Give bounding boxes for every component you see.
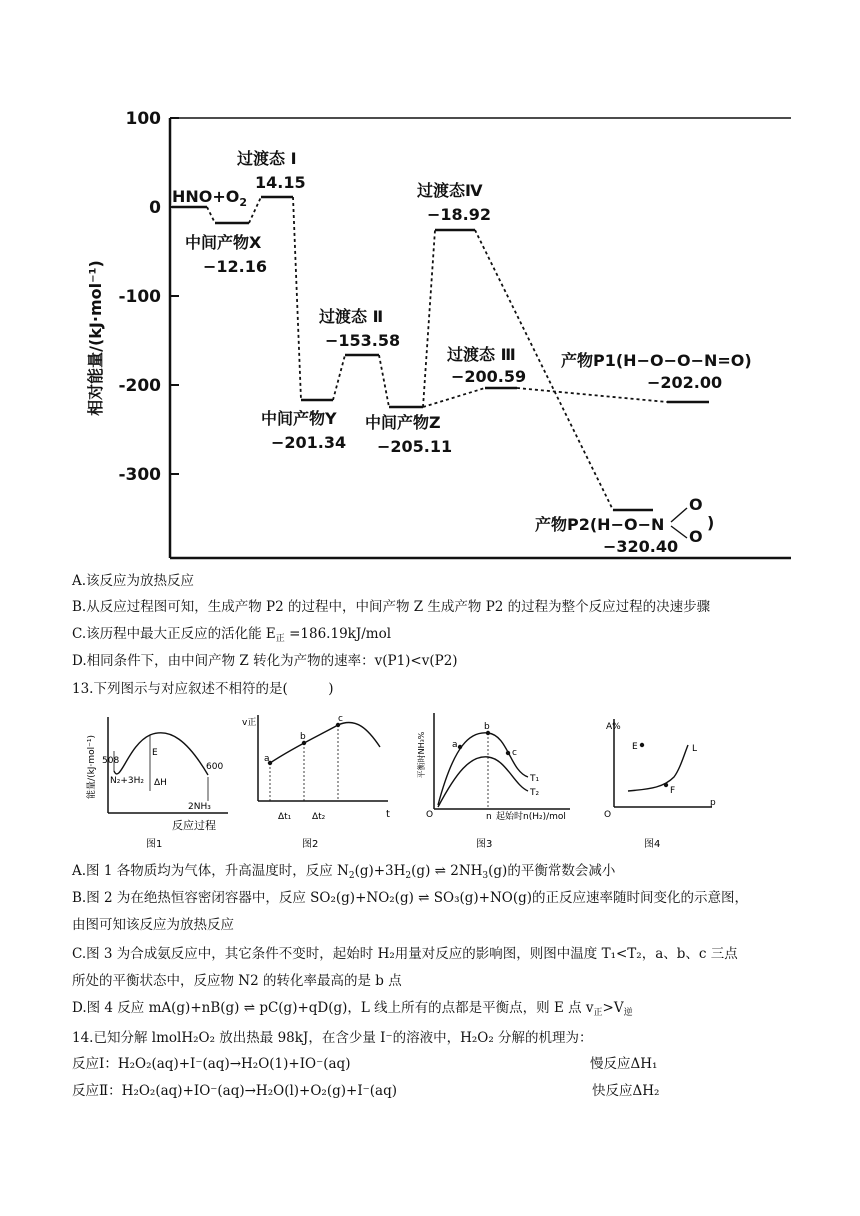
fig1-dh: ΔH xyxy=(154,778,167,788)
fig4-caption: 图4 xyxy=(644,839,661,850)
q13-stem: 13.下列图示与对应叙述不相符的是( ) xyxy=(72,681,334,697)
fig4-xlabel: p xyxy=(710,798,716,808)
q13-option-c-line2: 所处的平衡状态中，反应物 N2 的转化率最高的是 b 点 xyxy=(72,973,402,989)
connector xyxy=(379,355,389,407)
text: =186.19kJ/mol xyxy=(284,626,392,642)
fig3-c: c xyxy=(512,748,517,758)
label-ts3-name: 过渡态 Ⅲ xyxy=(447,345,516,364)
text: 反应Ⅰ：H₂O₂(aq)+I⁻(aq)→H₂O(1)+IO⁻(aq) xyxy=(72,1056,351,1072)
q14-stem: 14.已知分解 lmolH₂O₂ 放出热最 98kJ，在含少量 I⁻的溶液中，H₂O₂ 分解的机理为： xyxy=(72,1030,593,1046)
label-p2-o-bottom: O xyxy=(689,527,703,546)
y-tick-label: -100 xyxy=(118,287,161,307)
fig2-xlabel: t xyxy=(386,809,390,820)
figure-4 xyxy=(592,705,722,855)
label-p2-value: −320.40 xyxy=(603,537,679,556)
label-hno: $HNO+O_2$ xyxy=(172,187,248,209)
fig1-600: 600 xyxy=(206,762,224,772)
fig2-caption: 图2 xyxy=(302,839,319,850)
fig3-xlabel: 起始时n(H₂)/mol xyxy=(496,812,566,822)
text: (g) ⇌ 2NH xyxy=(411,863,483,879)
fig4-o: O xyxy=(604,810,612,820)
text: >V xyxy=(602,1000,624,1016)
connector xyxy=(423,230,435,407)
y-tick-label: 100 xyxy=(125,109,161,129)
text: (g)的平衡常数会减小 xyxy=(488,863,616,879)
fig1-product: 2NH₃ xyxy=(188,802,211,812)
q13-option-a xyxy=(72,862,615,885)
fig2-ylabel: v正 xyxy=(242,718,257,728)
label-ts1-value: 14.15 xyxy=(255,173,306,192)
figure-3 xyxy=(410,705,580,855)
connector xyxy=(293,197,301,400)
connector xyxy=(333,355,345,400)
connector xyxy=(207,207,215,223)
y-tick-label: -200 xyxy=(118,376,161,396)
subscript: 2 xyxy=(348,871,355,881)
q12-option-c xyxy=(72,625,391,648)
q13-option-c-line1: C.图 3 为合成氨反应中，其它条件不变时，起始时 H₂用量对反应的影响图，则图中温度 T₁<T₂，a、b、c 三点 xyxy=(72,946,738,962)
fig1-ylabel: 能量/(kJ·mol⁻¹) xyxy=(87,735,97,799)
fig3-o: O xyxy=(426,810,434,820)
q13-option-d xyxy=(72,999,633,1022)
fig3-caption: 图3 xyxy=(476,839,493,850)
fig1-e: E xyxy=(152,748,158,758)
fig1-reactants: N₂+3H₂ xyxy=(110,776,144,786)
label-ts3-value: −200.59 xyxy=(451,367,527,386)
subscript: 正 xyxy=(275,634,285,644)
subscript: 正 xyxy=(593,1008,603,1018)
note: 慢反应ΔH₁ xyxy=(590,1056,658,1072)
q13-option-b-line1: B.图 2 为在绝热恒容密闭容器中，反应 SO₂(g)+NO₂(g) ⇌ SO₃(g)+NO(g)的正反应速率随时间变化的示意图， xyxy=(72,890,749,906)
figure-2 xyxy=(238,705,398,855)
label-z-name: 中间产物Z xyxy=(365,413,441,432)
connector xyxy=(249,197,261,223)
subscript: 2 xyxy=(405,871,412,881)
text: A.图 1 各物质均为气体，升高温度时，反应 N xyxy=(72,863,349,879)
fig3-t1: T₁ xyxy=(530,774,540,784)
fig4-l: L xyxy=(692,744,698,754)
fig3-t2: T₂ xyxy=(530,788,540,798)
label-ts4-name: 过渡态Ⅳ xyxy=(417,181,483,200)
label-ts2-value: −153.58 xyxy=(325,331,401,350)
text: 反应Ⅱ：H₂O₂(aq)+IO⁻(aq)→H₂O(l)+O₂(g)+I⁻(aq) xyxy=(72,1083,398,1099)
label-y-name: 中间产物Y xyxy=(261,409,337,428)
label-x-name: 中间产物X xyxy=(185,233,262,252)
label-z-value: −205.11 xyxy=(377,437,453,456)
connector xyxy=(423,388,485,407)
label-p2-o-top: O xyxy=(689,495,703,514)
fig1-xlabel: 反应过程 xyxy=(172,819,216,832)
p2-bond xyxy=(671,508,687,522)
subscript: 逆 xyxy=(623,1008,633,1018)
q12-option-a: A.该反应为放热反应 xyxy=(72,573,195,589)
q13-option-b-line2: 由图可知该反应为放热反应 xyxy=(72,917,234,933)
fig3-b: b xyxy=(484,722,490,732)
note: 快反应ΔH₂ xyxy=(592,1083,660,1099)
figure-1 xyxy=(80,705,240,855)
label-ts1-name: 过渡态 Ⅰ xyxy=(237,149,297,168)
q12-option-d: D.相同条件下，由中间产物 Z 转化为产物的速率：v(P1)<v(P2) xyxy=(72,653,458,669)
label-y-value: −201.34 xyxy=(271,433,347,452)
fig2-dt2: Δt₂ xyxy=(312,812,326,822)
subscript: 3 xyxy=(482,871,489,881)
label-x-value: −12.16 xyxy=(203,257,268,276)
fig2-a: a xyxy=(264,754,270,764)
fig1-508: 508 xyxy=(102,756,120,766)
label-p1-name: 产物P1(H−O−O−N=O) xyxy=(561,351,752,370)
fig3-ylabel: 平衡时NH₃% xyxy=(417,731,426,779)
label-p2-close: ) xyxy=(707,513,715,532)
q14-reaction-1 xyxy=(72,1055,658,1073)
y-tick-label: -300 xyxy=(118,465,161,485)
q14-reaction-2 xyxy=(72,1082,660,1100)
fig3-a: a xyxy=(452,740,458,750)
text: C.该历程中最大正反应的活化能 E xyxy=(72,626,276,642)
label-p1-value: −202.00 xyxy=(647,373,723,392)
label-p2-name: 产物P2(H−O−N xyxy=(535,515,665,534)
fig2-b: b xyxy=(300,732,306,742)
fig1-caption: 图1 xyxy=(146,839,163,850)
fig4-ylabel: A% xyxy=(606,722,621,732)
connector xyxy=(517,388,667,402)
y-axis-label: 相对能量/(kJ·mol⁻¹) xyxy=(86,260,105,416)
fig4-f: F xyxy=(670,786,676,796)
q12-option-b: B.从反应过程图可知，生成产物 P2 的过程中，中间产物 Z 生成产物 P2 的过程为整个反应过程的决速步骤 xyxy=(72,599,711,615)
text: (g)+3H xyxy=(354,863,406,879)
fig2-dt1: Δt₁ xyxy=(278,812,292,822)
y-tick-label: 0 xyxy=(149,198,161,218)
label-ts4-value: −18.92 xyxy=(427,205,492,224)
fig2-c: c xyxy=(338,714,343,724)
energy-diagram xyxy=(75,90,795,570)
fig4-e: E xyxy=(632,742,638,752)
text: D.图 4 反应 mA(g)+nB(g) ⇌ pC(g)+qD(g)，L 线上所有的点都是平衡点，则 E 点 v xyxy=(72,1000,594,1016)
y-ticks xyxy=(170,118,179,474)
fig3-n: n xyxy=(486,812,492,822)
label-ts2-name: 过渡态 Ⅱ xyxy=(319,307,384,326)
